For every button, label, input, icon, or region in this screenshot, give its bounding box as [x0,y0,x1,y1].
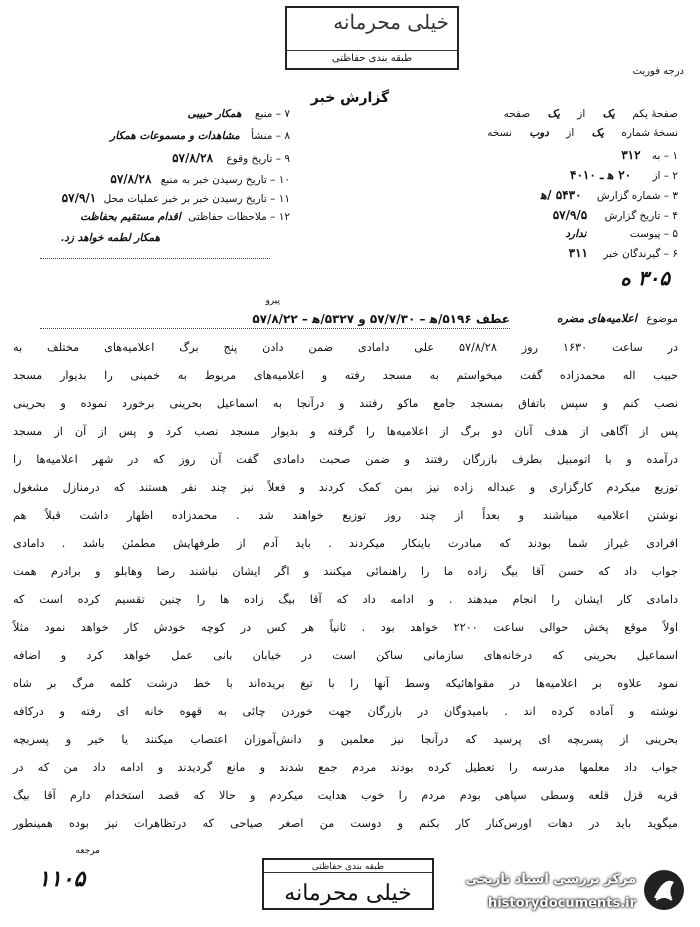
body-line: در ساعت ۱۶۳۰ روز ۵۷/۸/۲۸ علی دامادی ضمن دادن پنج برگ اعلامیه‌های مختلف به [13,341,678,354]
footer-mark: مرجعه [75,846,100,856]
body-line: جواب داد معلمها مدرسه را تعطیل کرده بودند مردم جمع شدند و مانع گردیدند و ادامه داد من که در [13,761,678,774]
page-count-row: صفحهٔ یکم یک از یک صفحه [503,108,678,120]
copy-count-row: نسخهٔ شماره یک از دوب نسخه [487,127,678,139]
stamp-text: خیلی محرمانه [333,10,449,34]
security-notes-continued: همکار لطمه خواهد زد. [60,232,160,244]
attachment-row: ۵ – پیوست ندارد [565,228,678,240]
classification-stamp-top [285,6,459,70]
recipients-row: ۶ – گیرندگان خبر ۳۱۱ [568,246,678,260]
body-line: اولاً موقع پخش حوالی ساعت ۲۲۰۰ خواهد بود . ثانیاً هر کس در کوچه خودش کار خواهد نمود مثلاً [13,621,679,634]
body-line: قریه قزل قلعه وسطی سپاهی بودم مردم را خوب هدایت میکردم و حالا که قصد استخدام دارم آقا بیگ [13,789,678,802]
body-line: حبیب اله محمدزاده گفت میخواستم به مسجد رفته و اعلامیه‌های مربوط به خمینی را بدیوار مسجد [13,369,678,382]
body-line: پس از آگاهی از هدف آنان دو برگ از اعلامیه‌ها را گرفته و بدیوار مسجد نصب کرد و پس از آن از مسجد [13,425,678,438]
body-line: نوشته و آماده کرده اند . بامیدوگان در بازرگان جهت خوردن چائی به قهوه خانه ای رفته و درکافه [13,705,678,718]
body-line: درآمده و با اتومبیل بطرف بازرگان رفتند و ضمن صحبت دامادی گفت آن روز که در شهر اعلامیه‌ها را [13,453,678,466]
reference-line: عطف ۵۱۹۶/ه‍ – ۵۷/۷/۳۰ و ۵۳۲۷/ه‍ – ۵۷/۸/۲۲ [252,312,510,326]
body-line: نصب کنم و سپس باتفاق بمسجد جامع ماکو رفتند و درآنجا به اسماعیل بحرینی برخورد نموده و بحرینی [13,397,678,410]
stamp-caption: طبقه بندی حفاظتی [287,50,457,64]
report-title: گزارش خبر [310,90,390,106]
source-received-date-row: ۱۰ – تاریخ رسیدن خبر به منبع ۵۷/۸/۲۸ [110,172,290,186]
body-line: جواب داد که حسن آقا بیگ زاده ما را راهنمائی میکنند و اگر ایشان نباشند رضا وهابلو و برادرم همت [13,565,678,578]
security-notes-row: ۱۲ – ملاحظات حفاظتی اقدام مستقیم بحفاظت [80,211,290,223]
body-line: اسماعیل بحرینی که درخانه‌های سازمانی ساکن است در خیابان بانی عمل خواهد کرد و اضافه [13,649,678,662]
classification-stamp-bottom [262,858,434,910]
from-row: ۲ – از ۲۰ ه‍ ـ ۴۰۱۰ [570,168,678,182]
reference-note: پیرو [265,296,280,306]
origin-row: ۸ – منشأ مشاهدات و مسموعات همکار [110,130,290,142]
stamp-text: خیلی محرمانه [284,881,412,906]
stamp-caption: طبقه بندی حفاظتی [264,862,432,873]
dotted-line [40,258,270,259]
handwritten-page-numbers: ۱۱۰۵ [38,866,86,892]
body-line: میگوید باید در دهات اورس‌کنار کار بکنم و دوست من اصغر صیاحی که درتظاهرات نیز بوده همینطور [13,817,678,830]
body-line: دامادی کار ایشان را انجام میدهند . و ادامه داد که آقا بیگ زاده ها را چنین تقسیم کرده است که [13,593,678,606]
body-line: نمود علاوه بر اعلامیه‌ها در مقواهائیکه وسط آنها را با تیغ بریده‌اند با خط درشت کلمه مرگ بر شاه [13,677,678,690]
to-row: ۱ – به ۳۱۲ [621,148,678,162]
handwritten-mark: ۳۰۵ ه [620,266,670,290]
subject-underline [40,328,510,329]
urgency-label: درجه فوریت [632,66,684,77]
report-date-row: ۴ – تاریخ گزارش ۵۷/۹/۵ [552,208,678,222]
source-row: ۷ – منبع همکار حبیبی [187,108,290,120]
report-number-row: ۳ – شماره گزارش ۵۴۳۰ /ه‍ [540,188,678,202]
archive-logo-icon [642,868,686,912]
watermark-persian: مرکز بررسی اسناد تاریخی [465,872,636,887]
body-line: نوشتن اعلامیه میباشند و بعداً از چند روز توزیع خواهند شد . محمدزاده اظهار داشت قبلاً هم [13,509,678,522]
watermark-url: historydocuments.ir [487,896,636,911]
body-line: افرادی غیراز شما بودند که مبادرت باینکار میکردند . باید آدم از طرفهایش مطمئن باشد . دامادی [13,537,678,550]
operations-received-date-row: ۱۱ – تاریخ رسیدن خبر بر خبر عملیات محل ۵۷/۹/۱ [61,191,290,205]
body-line: توزیع میکردم کارگزاری و عبداله زاده نیز بمن کمک کردند و فعلاً نیز چند نفر هستند که درمنازل مشغول [13,481,678,494]
event-date-row: ۹ – تاریخ وقوع ۵۷/۸/۲۸ [172,151,290,165]
body-line: بحرینی از پسربچه ای پرسید که درآنجا نیز معلمین و دانش‌آموزان اعتصاب میکنند یا خیر و پسربچه [13,733,678,746]
subject-row: موضوع اعلامیه‌های مضره [556,312,678,325]
